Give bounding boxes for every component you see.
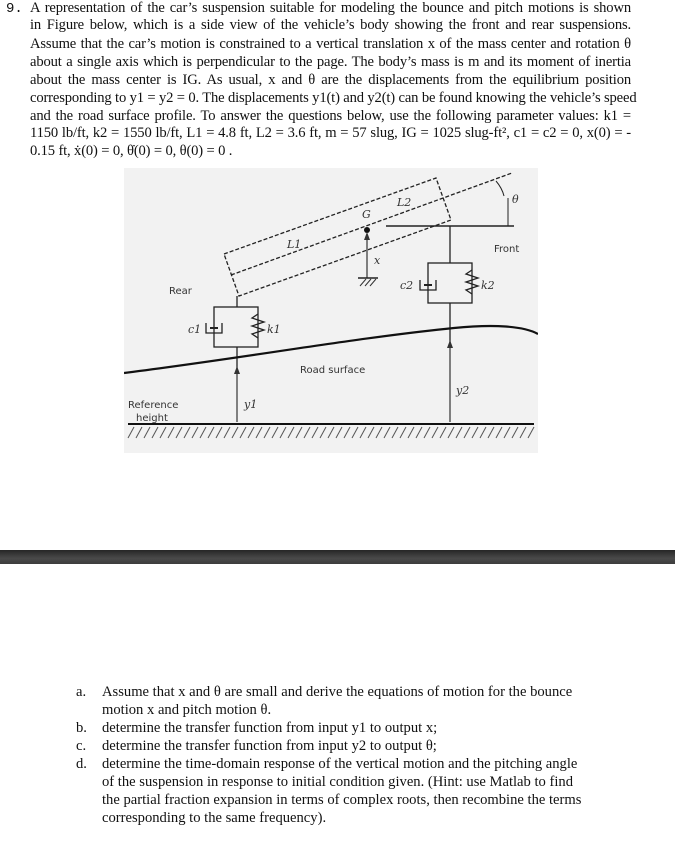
problem-line: in Figure below, which is a side view of the vehicle’s body showing the front and rear suspensions. xyxy=(30,17,631,34)
c1-label: c1 xyxy=(188,323,202,336)
question-a xyxy=(76,683,636,719)
front-label: Front xyxy=(494,244,520,255)
k1-label: k1 xyxy=(267,323,281,336)
problem-line: Assume that the car’s motion is constrained to a vertical translation x of the mass center and rotation θ xyxy=(30,35,631,52)
question-label: b. xyxy=(76,720,87,736)
problem-paragraph xyxy=(30,0,637,161)
question-d xyxy=(76,755,636,827)
y1-arrow-icon xyxy=(234,366,240,374)
vehicle-body xyxy=(224,178,451,296)
question-line: Assume that x and θ are small and derive the equations of motion for the bounce xyxy=(102,684,573,700)
problem-line: about the mass center is IG. As usual, x and θ are the displacements from the equilibrium position xyxy=(30,72,631,89)
suspension-diagram xyxy=(124,168,538,453)
rear-label: Rear xyxy=(169,286,192,297)
problem-line: and the road surface profile. To answer the questions below, use the following parameter values: k1 = xyxy=(30,107,631,124)
problem-line: A representation of the car’s suspension suitable for modeling the bounce and pitch motions is shown xyxy=(30,0,631,16)
y2-arrow-icon xyxy=(447,340,453,348)
question-line: determine the transfer function from input y1 to output x; xyxy=(102,720,438,736)
problem-line: 0.15 ft, ẋ(0) = 0, θ̇(0) = 0, θ(0) = 0 . xyxy=(30,143,233,160)
question-label: c. xyxy=(76,738,87,754)
problem-line: corresponding to y1 = y2 = 0. The displacements y1(t) and y2(t) can be found knowing the vehicle’s speed xyxy=(30,90,637,107)
problem-number: 9. xyxy=(6,1,23,17)
theta-label: θ xyxy=(512,193,519,206)
problem-line: 1150 lb/ft, k2 = 1550 lb/ft, L1 = 4.8 ft, L2 = 3.6 ft, m = 57 slug, IG = 1025 slug-ft², c1 = c2 = 0, x(0) = - xyxy=(30,125,631,142)
G-label: G xyxy=(362,208,371,221)
x-label: x xyxy=(374,254,381,267)
question-c xyxy=(76,737,636,755)
body-centerline xyxy=(231,173,512,275)
ground-hatching-icon xyxy=(128,427,534,438)
L1-label: L1 xyxy=(287,238,302,251)
question-line: of the suspension in response to initial condition given. (Hint: use Matlab to find xyxy=(102,774,573,790)
c2-label: c2 xyxy=(400,279,414,292)
question-list xyxy=(76,683,636,827)
y2-label: y2 xyxy=(456,384,470,397)
L2-label: L2 xyxy=(397,196,412,209)
problem-line: about a single axis which is perpendicular to the page. The body’s mass is m and its moment of inertia xyxy=(30,53,631,70)
question-line: motion x and pitch motion θ. xyxy=(102,702,272,718)
theta-arc-icon xyxy=(496,181,504,196)
question-line: determine the time-domain response of the vertical motion and the pitching angle xyxy=(102,756,578,772)
question-label: d. xyxy=(76,756,87,772)
k2-label: k2 xyxy=(481,279,495,292)
question-line: the partial fraction expansion in terms of complex roots, then recombine the terms xyxy=(102,792,582,808)
road-surface-label: Road surface xyxy=(300,365,366,376)
reference-label: Reference xyxy=(128,400,179,411)
y1-label: y1 xyxy=(244,398,258,411)
x-arrow-icon xyxy=(364,232,370,240)
question-line: corresponding to the same frequency). xyxy=(102,810,327,826)
page-divider-bar xyxy=(0,550,675,564)
height-label: height xyxy=(136,413,168,424)
question-label: a. xyxy=(76,684,87,700)
question-b xyxy=(76,719,636,737)
front-suspension xyxy=(420,226,478,343)
suspension-figure xyxy=(124,168,538,453)
question-line: determine the transfer function from input y2 to output θ; xyxy=(102,738,437,754)
